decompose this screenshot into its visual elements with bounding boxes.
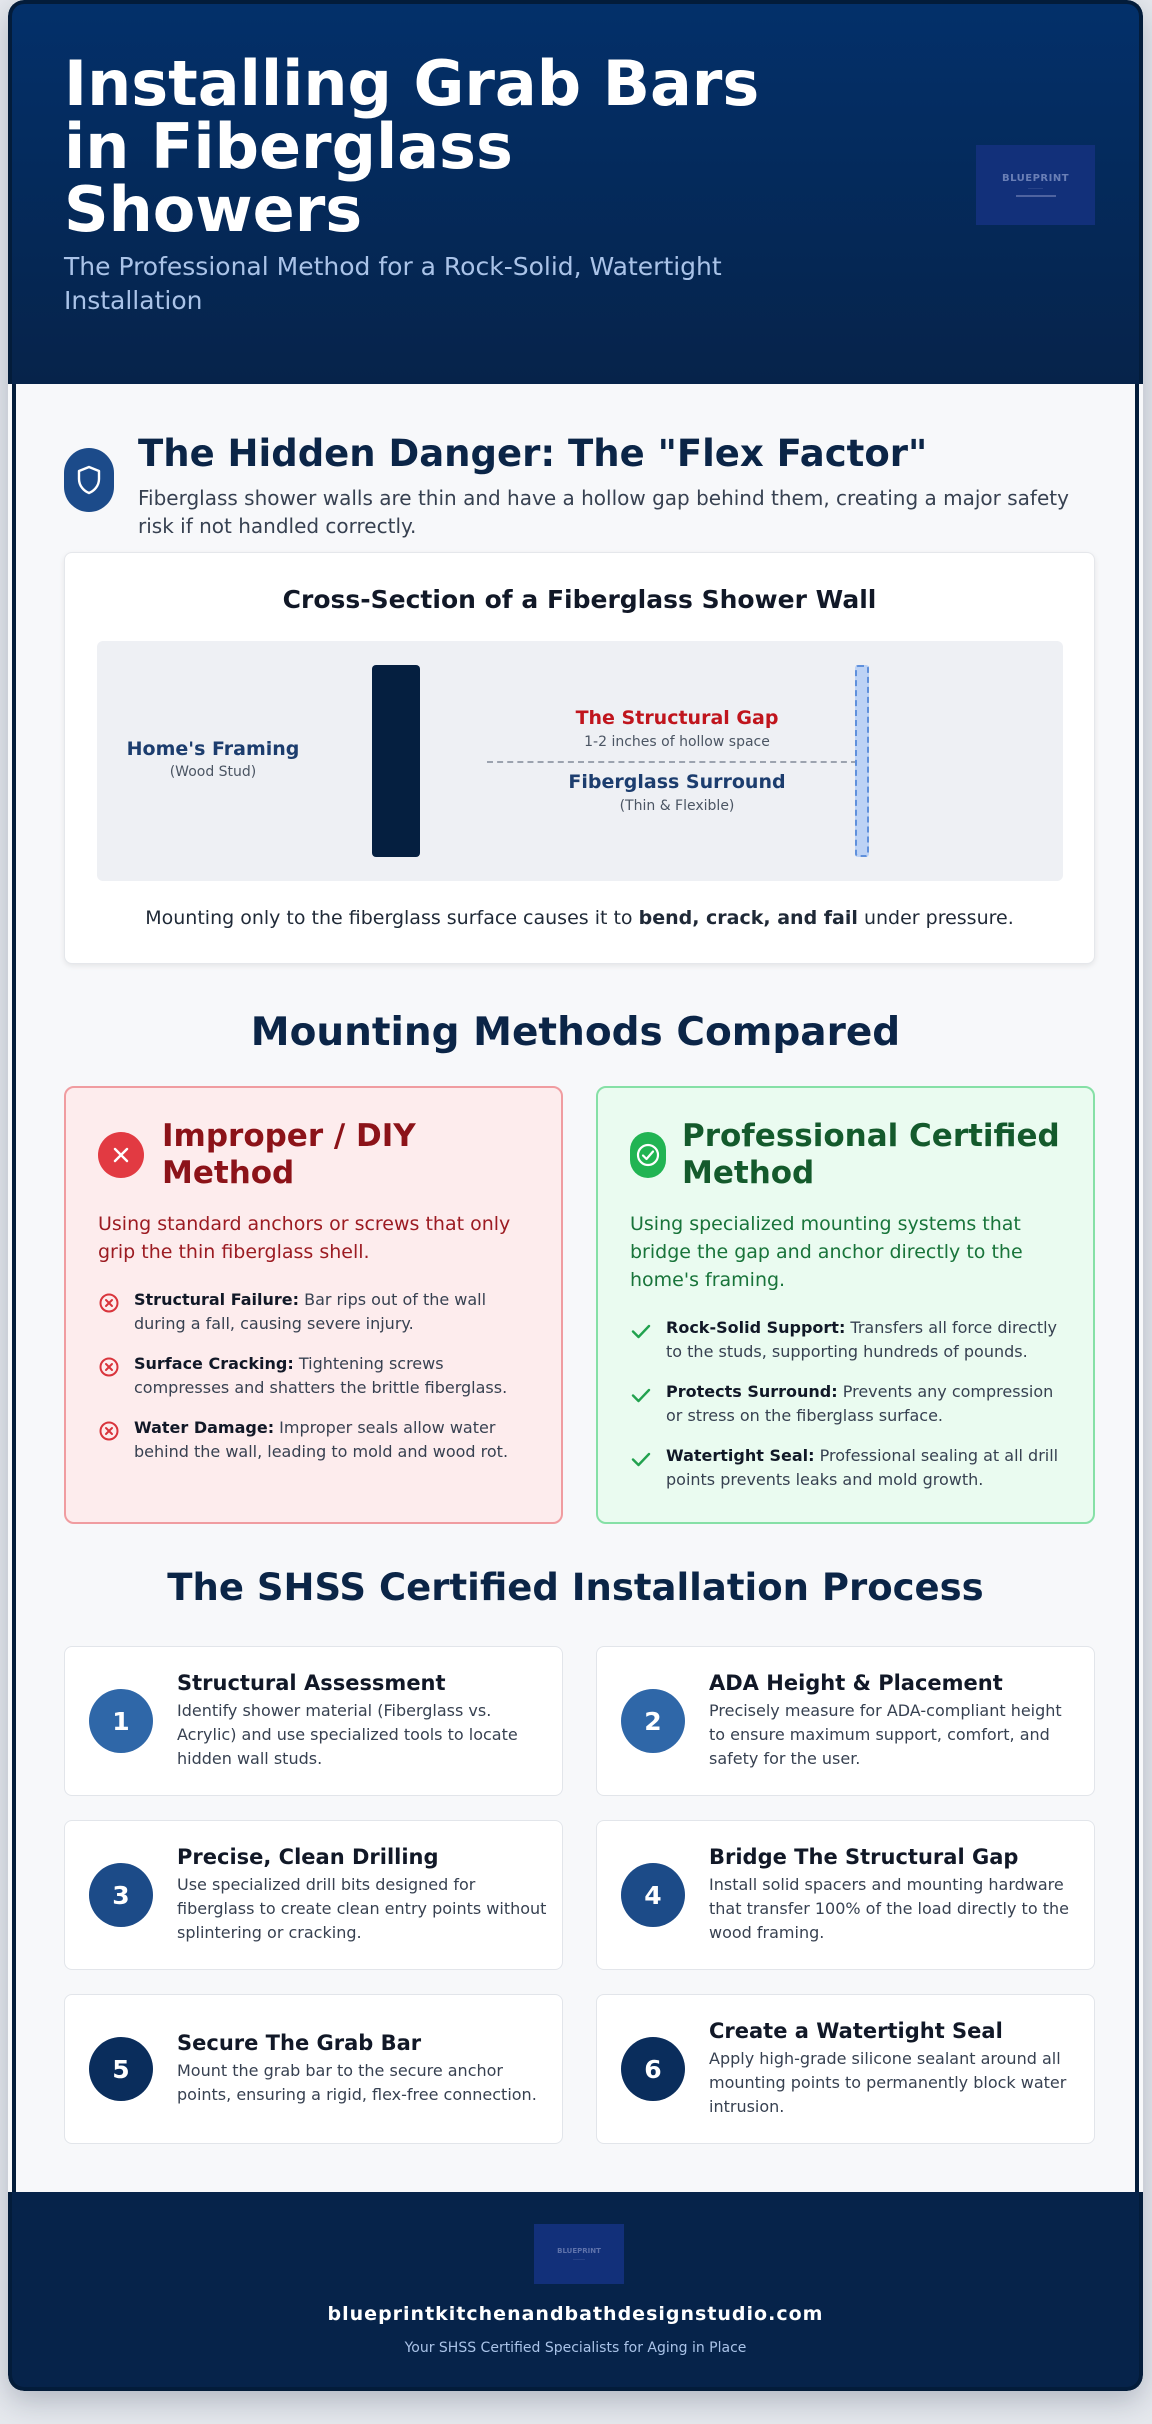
footer-logo: [534, 2224, 624, 2284]
step-description: Install solid spacers and mounting hardware that transfer 100% of the load directly to the wood framing.: [709, 1875, 1069, 1942]
check-icon: [630, 1448, 652, 1470]
process-step: [596, 1820, 1095, 1970]
list-item-bold: Structural Failure:: [134, 1290, 300, 1309]
brand-logo-line: ―――: [1028, 186, 1043, 192]
check-icon: [630, 1384, 652, 1406]
process-step: [596, 1646, 1095, 1796]
list-item: [98, 1352, 538, 1400]
process-step: [64, 1820, 563, 1970]
check-circle-icon: [630, 1132, 666, 1178]
improper-method-desc: Using standard anchors or screws that only grip the thin fiberglass shell.: [98, 1213, 511, 1263]
framing-label: Home's Framing: [126, 738, 300, 760]
list-item-text: Tightening screws compresses and shatters the brittle fiberglass.: [134, 1354, 508, 1397]
list-item-text: Prevents any compression or stress on the fiberglass surface.: [666, 1382, 1054, 1425]
step-description: Apply high-grade silicone sealant around all mounting points to permanently block water intrusion.: [709, 2049, 1067, 2116]
list-item-text: Professional sealing at all drill points prevents leaks and mold growth.: [666, 1446, 1059, 1489]
step-description: Mount the grab bar to the secure anchor points, ensuring a rigid, flex-free connection.: [177, 2061, 537, 2104]
gap-dashed-line: [487, 761, 857, 763]
danger-subtitle: Fiberglass shower walls are thin and have a hollow gap behind them, creating a major safety risk if not handled correctly.: [138, 486, 1069, 538]
danger-heading: [64, 432, 1094, 538]
step-title: ADA Height & Placement: [709, 1671, 1003, 1695]
brand-logo: [976, 145, 1095, 225]
main-content: [12, 384, 1139, 2192]
step-number-badge: 2: [621, 1689, 685, 1753]
step-number-badge: 3: [89, 1863, 153, 1927]
professional-method-title: Professional Certified Method: [682, 1118, 1060, 1191]
compare-title: Mounting Methods Compared: [250, 1010, 901, 1055]
step-title: Precise, Clean Drilling: [177, 1845, 439, 1869]
step-number-badge: 5: [89, 2037, 153, 2101]
list-item-bold: Protects Surround:: [666, 1382, 838, 1401]
list-item-text: Improper seals allow water behind the wall, leading to mold and wood rot.: [134, 1418, 509, 1461]
surround-label: Fiberglass Surround: [568, 771, 786, 793]
brand-logo-rule: [1016, 195, 1056, 197]
list-item: [630, 1444, 1070, 1492]
list-item: [98, 1416, 538, 1464]
improper-method-list: [98, 1288, 538, 1480]
list-item-text: Bar rips out of the wall during a fall, causing severe injury.: [134, 1290, 487, 1333]
step-number-badge: 1: [89, 1689, 153, 1753]
step-description: Use specialized drill bits designed for fiberglass to create clean entry points without splintering or cracking.: [177, 1875, 547, 1942]
footer-logo-text: BLUEPRINT: [557, 2246, 601, 2255]
footer-tagline: Your SHSS Certified Specialists for Aging in Place: [404, 2340, 747, 2356]
hero-header: [8, 0, 1143, 384]
process-step: [64, 1994, 563, 2144]
x-circle-icon: [98, 1356, 120, 1378]
list-item-bold: Water Damage:: [134, 1418, 275, 1437]
framing-sublabel: (Wood Stud): [169, 764, 257, 780]
step-number-badge: 6: [621, 2037, 685, 2101]
x-circle-icon: [98, 1292, 120, 1314]
danger-title: The Hidden Danger: The "Flex Factor": [138, 432, 928, 475]
gap-sublabel: 1-2 inches of hollow space: [584, 734, 770, 750]
wood-stud-shape: [372, 665, 420, 857]
professional-method-card: [596, 1086, 1095, 1524]
step-number-badge: 4: [621, 1863, 685, 1927]
footer: [8, 2192, 1143, 2391]
step-description: Identify shower material (Fiberglass vs. Acrylic) and use specialized tools to locate hidden wall studs.: [177, 1701, 518, 1768]
step-description: Precisely measure for ADA-compliant height to ensure maximum support, comfort, and safety for the user.: [709, 1701, 1062, 1768]
process-title: The SHSS Certified Installation Process: [167, 1566, 984, 1609]
list-item: [98, 1288, 538, 1336]
footer-logo-line: ―――: [573, 2256, 585, 2262]
improper-method-card: [64, 1086, 563, 1524]
list-item-bold: Surface Cracking:: [134, 1354, 294, 1373]
gap-label: The Structural Gap: [575, 707, 779, 729]
process-step: [596, 1994, 1095, 2144]
page-subtitle: The Professional Method for a Rock-Solid, Watertight Installation: [64, 252, 722, 315]
list-item-text: Transfers all force directly to the studs, supporting hundreds of pounds.: [666, 1318, 1057, 1361]
caption-text-end: under pressure.: [857, 907, 1014, 929]
professional-method-list: [630, 1316, 1070, 1508]
fiberglass-surround-shape: [855, 665, 869, 857]
list-item-bold: Rock-Solid Support:: [666, 1318, 846, 1337]
infographic-page: [8, 0, 1143, 2391]
list-item: [630, 1380, 1070, 1428]
step-title: Structural Assessment: [177, 1671, 446, 1695]
x-circle-icon: [98, 1132, 144, 1178]
caption-text-start: Mounting only to the fiberglass surface causes it to: [145, 907, 639, 929]
cross-section-diagram: [97, 641, 1063, 881]
x-circle-icon: [98, 1420, 120, 1442]
cross-section-caption: [65, 907, 1094, 929]
professional-method-desc: Using specialized mounting systems that bridge the gap and anchor directly to the home's framing.: [630, 1213, 1023, 1291]
list-item-bold: Watertight Seal:: [666, 1446, 815, 1465]
improper-method-title: Improper / DIY Method: [162, 1118, 416, 1191]
cross-section-title: Cross-Section of a Fiberglass Shower Wall: [282, 585, 877, 614]
step-title: Secure The Grab Bar: [177, 2031, 422, 2055]
footer-website-link[interactable]: blueprintkitchenandbathdesignstudio.com: [327, 2303, 824, 2325]
brand-logo-text: BLUEPRINT: [1001, 173, 1070, 184]
caption-emphasis: bend, crack, and fail: [638, 907, 858, 929]
step-title: Bridge The Structural Gap: [709, 1845, 1019, 1869]
step-title: Create a Watertight Seal: [709, 2019, 1003, 2043]
check-icon: [630, 1320, 652, 1342]
process-step: [64, 1646, 563, 1796]
list-item: [630, 1316, 1070, 1364]
surround-sublabel: (Thin & Flexible): [619, 798, 735, 814]
cross-section-card: [64, 552, 1095, 964]
page-title: Installing Grab Bars in Fiberglass Showers: [64, 47, 760, 246]
shield-icon: [64, 448, 114, 512]
